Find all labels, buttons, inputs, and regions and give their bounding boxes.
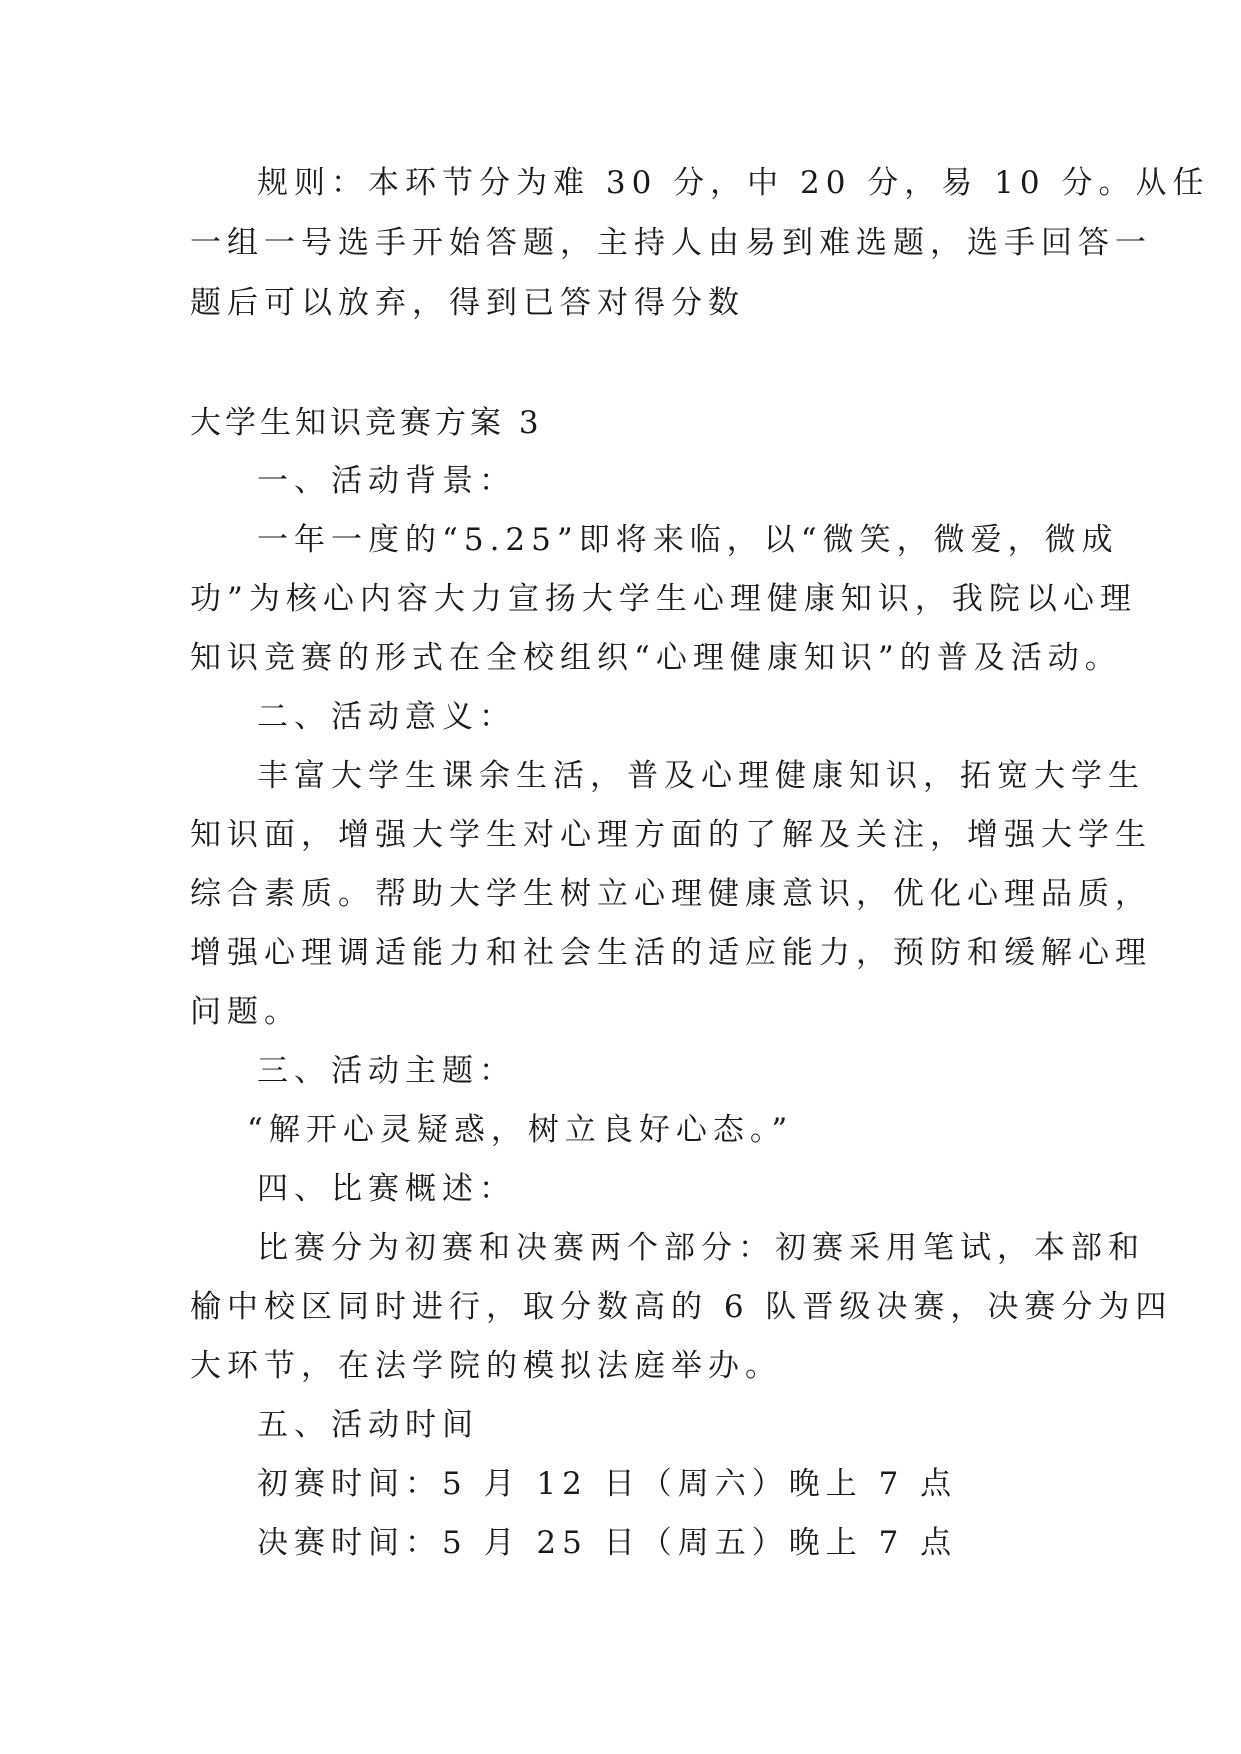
heading-background: 一、活动背景： bbox=[257, 463, 516, 499]
significance-paragraph-line-2: 知识面，增强大学生对心理方面的了解及关注，增强大学生 bbox=[190, 817, 1152, 853]
significance-paragraph-line-1: 丰富大学生课余生活，普及心理健康知识，拓宽大学生 bbox=[257, 758, 1145, 794]
rules-paragraph-line-3: 题后可以放弃，得到已答对得分数 bbox=[190, 285, 745, 321]
section-title: 大学生知识竞赛方案 3 bbox=[190, 405, 543, 441]
heading-significance: 二、活动意义： bbox=[257, 699, 516, 735]
significance-paragraph-line-4: 增强心理调适能力和社会生活的适应能力，预防和缓解心理 bbox=[190, 935, 1152, 971]
overview-paragraph-line-1: 比赛分为初赛和决赛两个部分：初赛采用笔试，本部和 bbox=[257, 1230, 1145, 1266]
background-paragraph-line-2: 功”为核心内容大力宣扬大学生心理健康知识，我院以心理 bbox=[190, 581, 1137, 617]
theme-text: “解开心灵疑惑，树立良好心态。” bbox=[247, 1112, 794, 1148]
heading-time: 五、活动时间 bbox=[257, 1407, 479, 1443]
heading-theme: 三、活动主题： bbox=[257, 1053, 516, 1089]
preliminary-time: 初赛时间：5 月 12 日（周六）晚上 7 点 bbox=[257, 1466, 958, 1502]
rules-paragraph-line-1: 规则：本环节分为难 30 分，中 20 分，易 10 分。从任 bbox=[257, 165, 1210, 201]
overview-paragraph-line-2: 榆中校区同时进行，取分数高的 6 队晋级决赛，决赛分为四 bbox=[190, 1289, 1173, 1325]
significance-paragraph-line-5: 问题。 bbox=[190, 994, 301, 1030]
overview-paragraph-line-3: 大环节，在法学院的模拟法庭举办。 bbox=[190, 1348, 782, 1384]
rules-paragraph-line-2: 一组一号选手开始答题，主持人由易到难选题，选手回答一 bbox=[190, 225, 1152, 261]
background-paragraph-line-3: 知识竞赛的形式在全校组织“心理健康知识”的普及活动。 bbox=[190, 640, 1122, 676]
heading-overview: 四、比赛概述： bbox=[257, 1171, 516, 1207]
significance-paragraph-line-3: 综合素质。帮助大学生树立心理健康意识，优化心理品质， bbox=[190, 876, 1152, 912]
final-time: 决赛时间：5 月 25 日（周五）晚上 7 点 bbox=[257, 1525, 958, 1561]
background-paragraph-line-1: 一年一度的“5.25”即将来临，以“微笑，微爱，微成 bbox=[257, 522, 1119, 558]
